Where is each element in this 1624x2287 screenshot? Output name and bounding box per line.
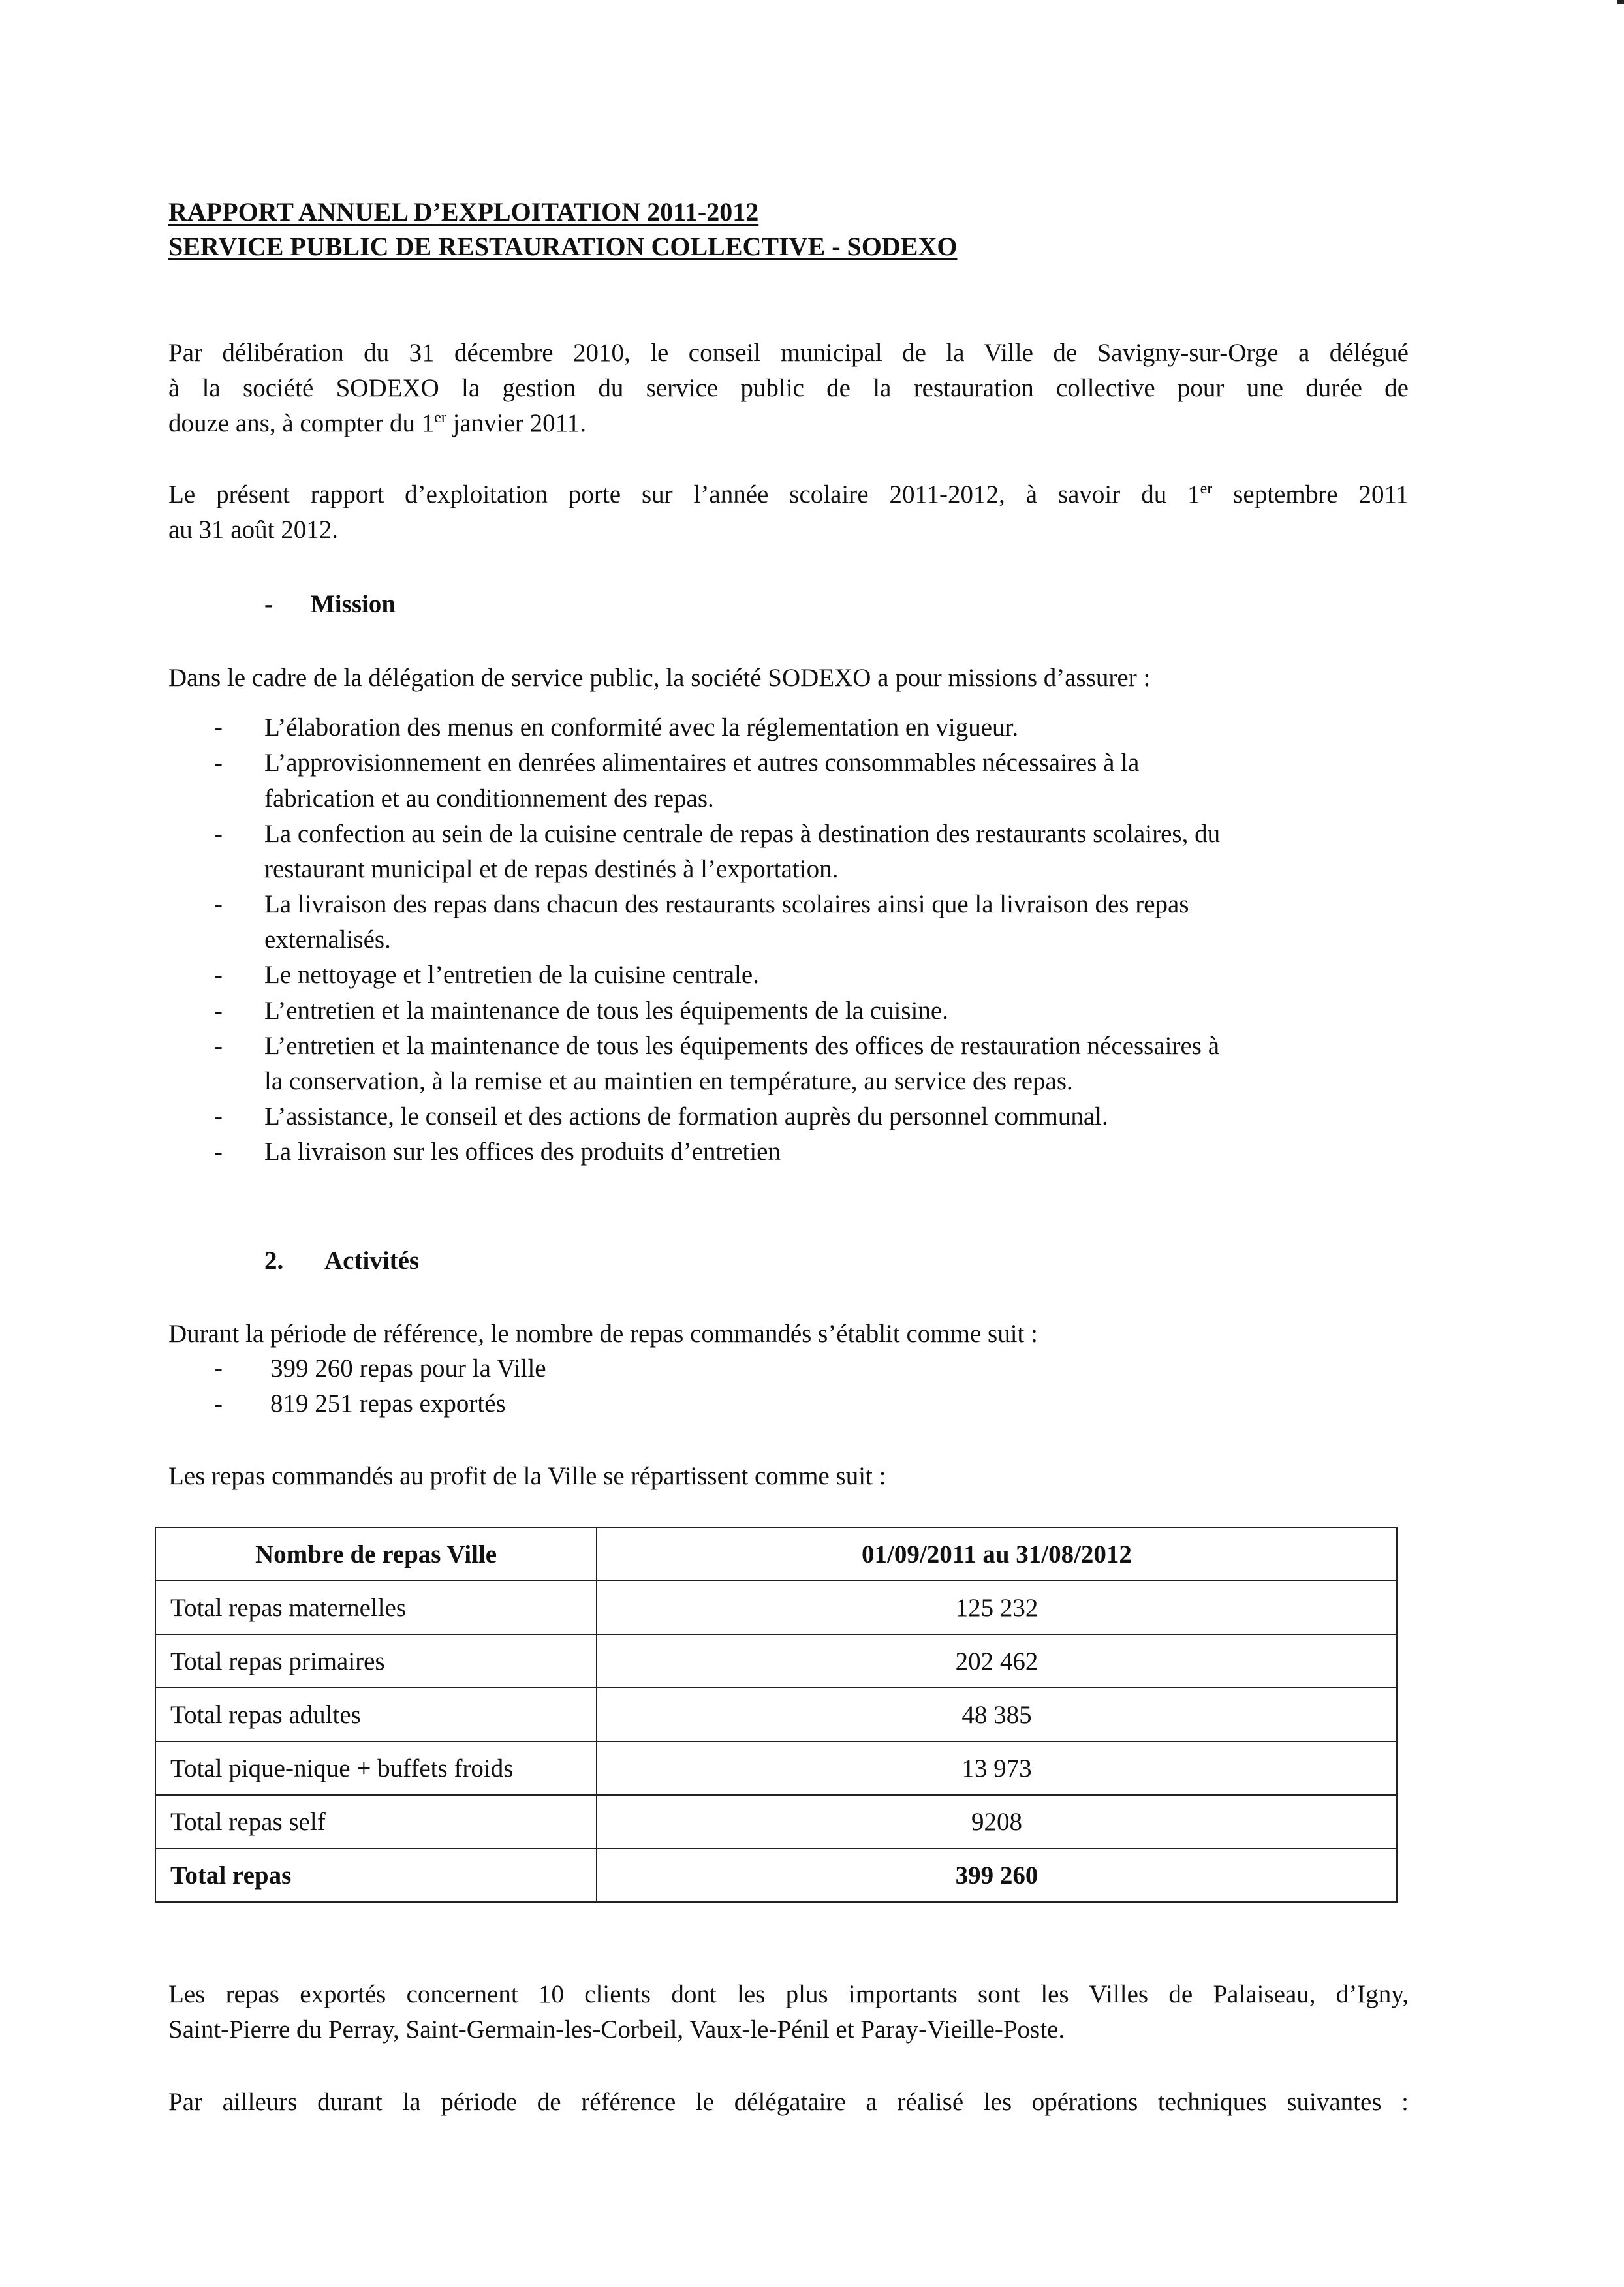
list-item-continuation: restaurant municipal et de repas destinés à l’exportation. bbox=[264, 855, 839, 883]
list-bullet: - bbox=[214, 1390, 223, 1418]
list-item: 819 251 repas exportés bbox=[270, 1390, 506, 1418]
row-value: 48 385 bbox=[597, 1688, 1397, 1741]
superscript: er bbox=[434, 409, 446, 426]
row-value: 202 462 bbox=[597, 1634, 1397, 1688]
table-total-row bbox=[155, 1848, 1397, 1902]
row-label: Total pique-nique + buffets froids bbox=[155, 1741, 597, 1795]
row-value: 13 973 bbox=[597, 1741, 1397, 1795]
text-segment: septembre 2011 bbox=[1212, 480, 1409, 508]
section-heading-mission: Mission bbox=[311, 590, 396, 618]
table-row bbox=[155, 1795, 1397, 1848]
report-subtitle: SERVICE PUBLIC DE RESTAURATION COLLECTIVE - SODEXO bbox=[168, 232, 958, 261]
text-line bbox=[168, 482, 1409, 507]
text-line bbox=[168, 411, 586, 436]
list-bullet: - bbox=[214, 997, 223, 1025]
column-header: Nombre de repas Ville bbox=[155, 1527, 597, 1581]
list-item-continuation: la conservation, à la remise et au maintien en température, au service des repas. bbox=[264, 1067, 1073, 1095]
mission-lead: Dans le cadre de la délégation de service public, la société SODEXO a pour missions d’assurer : bbox=[168, 664, 1151, 692]
list-bullet: - bbox=[214, 1032, 223, 1060]
row-value: 125 232 bbox=[597, 1581, 1397, 1634]
section-dash: - bbox=[264, 590, 273, 618]
row-value: 9208 bbox=[597, 1795, 1397, 1848]
list-bullet: - bbox=[214, 961, 223, 989]
list-item: L’entretien et la maintenance de tous les équipements des offices de restauration nécessaires à bbox=[264, 1032, 1220, 1060]
section-number: 2. bbox=[264, 1247, 284, 1275]
list-bullet: - bbox=[214, 1138, 223, 1166]
section-heading-activites: Activités bbox=[324, 1247, 420, 1275]
row-label: Total repas maternelles bbox=[155, 1581, 597, 1634]
list-item: 399 260 repas pour la Ville bbox=[270, 1354, 546, 1382]
total-label: Total repas bbox=[155, 1848, 597, 1902]
text-segment: janvier 2011. bbox=[446, 409, 586, 437]
list-item: L’élaboration des menus en conformité avec la réglementation en vigueur. bbox=[264, 713, 1019, 741]
row-label: Total repas self bbox=[155, 1795, 597, 1848]
meals-table bbox=[155, 1527, 1398, 1903]
table-header-row bbox=[155, 1527, 1397, 1581]
superscript: er bbox=[1200, 480, 1213, 497]
text-line: au 31 août 2012. bbox=[168, 516, 338, 544]
text-segment: Le présent rapport d’exploitation porte sur l’année scolaire 2011-2012, à savoir du 1 bbox=[168, 480, 1200, 508]
list-bullet: - bbox=[214, 890, 223, 918]
row-label: Total repas adultes bbox=[155, 1688, 597, 1741]
text-line: à la société SODEXO la gestion du service public de la restauration collective pour une durée de bbox=[168, 374, 1409, 402]
text-segment: douze ans, à compter du 1 bbox=[168, 409, 435, 437]
list-item: La livraison sur les offices des produits d’entretien bbox=[264, 1138, 781, 1166]
text-line: Les repas exportés concernent 10 clients dont les plus importants sont les Villes de Palaiseau, d’Igny, bbox=[168, 1980, 1409, 2008]
list-bullet: - bbox=[214, 1354, 223, 1382]
text-line: Par ailleurs durant la période de référence le délégataire a réalisé les opérations techniques suivantes : bbox=[168, 2088, 1409, 2116]
list-item: La confection au sein de la cuisine centrale de repas à destination des restaurants scolaires, du bbox=[264, 820, 1221, 848]
list-item-continuation: fabrication et au conditionnement des repas. bbox=[264, 785, 714, 813]
text-line: Saint-Pierre du Perray, Saint-Germain-les-Corbeil, Vaux-le-Pénil et Paray-Vieille-Poste. bbox=[168, 2015, 1065, 2044]
total-value: 399 260 bbox=[597, 1848, 1397, 1902]
table-row bbox=[155, 1741, 1397, 1795]
list-item-continuation: externalisés. bbox=[264, 926, 391, 954]
list-item: L’entretien et la maintenance de tous les équipements de la cuisine. bbox=[264, 997, 948, 1025]
report-title: RAPPORT ANNUEL D’EXPLOITATION 2011-2012 bbox=[168, 197, 759, 226]
row-label: Total repas primaires bbox=[155, 1634, 597, 1688]
list-item: La livraison des repas dans chacun des restaurants scolaires ainsi que la livraison des repas bbox=[264, 890, 1189, 918]
table-row bbox=[155, 1634, 1397, 1688]
list-item: L’assistance, le conseil et des actions de formation auprès du personnel communal. bbox=[264, 1102, 1108, 1130]
list-bullet: - bbox=[214, 749, 223, 777]
list-bullet: - bbox=[214, 713, 223, 741]
list-bullet: - bbox=[214, 820, 223, 848]
activites-lead: Durant la période de référence, le nombre de repas commandés s’établit comme suit : bbox=[168, 1320, 1038, 1348]
table-row bbox=[155, 1688, 1397, 1741]
text-line: Par délibération du 31 décembre 2010, le conseil municipal de la Ville de Savigny-sur-Orge a délégué bbox=[168, 339, 1409, 367]
table-lead: Les repas commandés au profit de la Ville se répartissent comme suit : bbox=[168, 1462, 886, 1490]
column-header: 01/09/2011 au 31/08/2012 bbox=[597, 1527, 1397, 1581]
list-item: Le nettoyage et l’entretien de la cuisine centrale. bbox=[264, 961, 759, 989]
table-row bbox=[155, 1581, 1397, 1634]
list-bullet: - bbox=[214, 1102, 223, 1130]
list-item: L’approvisionnement en denrées alimentaires et autres consommables nécessaires à la bbox=[264, 749, 1140, 777]
scan-edge-mark bbox=[1617, 0, 1624, 4]
